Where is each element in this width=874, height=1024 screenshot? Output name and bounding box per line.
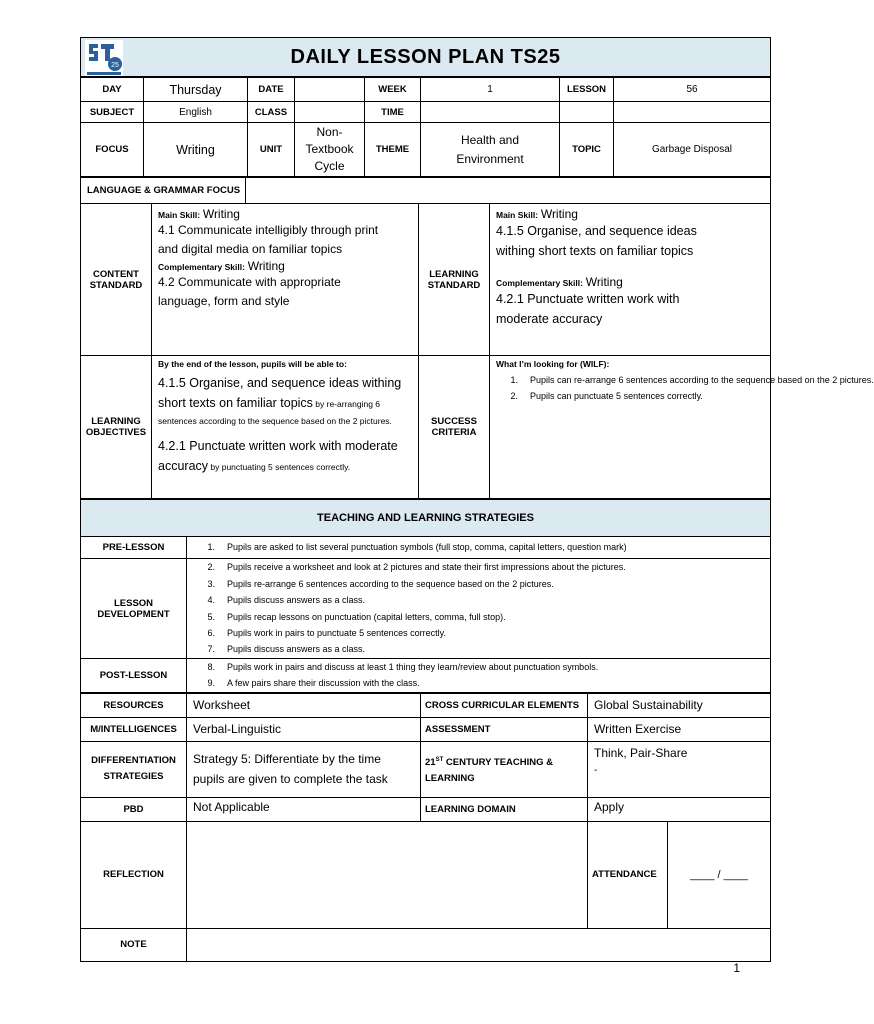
- grammar-value: [246, 178, 770, 203]
- item-number: 2.: [510, 391, 518, 402]
- learning-standard-body: [490, 204, 771, 356]
- item-text: Pupils work in pairs to punctuate 5 sentences correctly.: [227, 627, 446, 638]
- standard-line: language, form and style: [158, 294, 290, 308]
- grammar-row: [81, 178, 771, 204]
- focus-value: Writing: [144, 123, 248, 177]
- class-value: [295, 102, 365, 123]
- day-label: DAY: [81, 78, 144, 102]
- main-skill-value: Writing: [202, 207, 240, 221]
- list-item: [193, 625, 766, 641]
- lesson-value: 56: [614, 78, 771, 102]
- lesson-development-label: [81, 559, 187, 659]
- theme-label: THEME: [365, 123, 421, 177]
- item-text: Pupils recap lessons on punctuation (capital letters, comma, full stop).: [227, 611, 506, 622]
- label-line: CONTENT: [93, 268, 139, 280]
- comp-skill-value: Writing: [585, 275, 623, 289]
- list-item: [193, 592, 766, 608]
- lesson-plan-page: [80, 37, 874, 962]
- label-line: LESSON: [113, 597, 154, 609]
- page-title: DAILY LESSON PLAN TS25: [290, 45, 561, 68]
- info-table: [80, 77, 771, 177]
- svg-text:25: 25: [111, 62, 119, 69]
- unit-label: UNIT: [248, 123, 295, 177]
- label-line: STANDARD: [89, 279, 143, 291]
- list-item: [496, 372, 874, 388]
- label-line: SUCCESS: [431, 416, 477, 427]
- objective-note: by punctuating 5 sentences correctly.: [208, 462, 351, 472]
- value-line: Think, Pair-Share: [594, 745, 688, 760]
- differentiation-value: [187, 741, 421, 797]
- comp-skill-value: Writing: [247, 259, 285, 273]
- standard-line: 4.2.1 Punctuate written work with: [496, 292, 680, 306]
- attendance-label: ATTENDANCE: [588, 821, 668, 928]
- cross-curricular-label: CROSS CURRICULAR ELEMENTS: [421, 693, 588, 717]
- objective-note: by re-arranging 6: [312, 399, 381, 409]
- learning-domain-value: Apply: [588, 797, 771, 821]
- item-text: Pupils re-arrange 6 sentences according to the sequence based on the 2 pictures.: [227, 578, 554, 589]
- main-skill-label: Main Skill:: [496, 210, 539, 220]
- week-label: WEEK: [365, 78, 421, 102]
- label-line: DEVELOPMENT: [97, 608, 170, 620]
- value-line: pupils are given to complete the task: [193, 772, 388, 787]
- note-label: NOTE: [81, 928, 187, 961]
- learning-objectives-body: [152, 356, 419, 499]
- reflection-label: REFLECTION: [81, 821, 187, 928]
- item-number: 3.: [207, 578, 215, 589]
- item-number: 4.: [207, 595, 215, 606]
- focus-label: FOCUS: [81, 123, 144, 177]
- item-number: 8.: [207, 662, 215, 672]
- resources-value: Worksheet: [187, 693, 421, 717]
- theme-value: [421, 123, 560, 177]
- item-text: Pupils work in pairs and discuss at least 1 thing they learn/review about punctuation symbols.: [227, 662, 599, 672]
- label-line: LEARNING: [429, 268, 479, 280]
- label-line: STRATEGIES: [103, 771, 164, 783]
- success-criteria-body: [490, 356, 874, 499]
- main-skill-value: Writing: [540, 207, 578, 221]
- standard-line: moderate accuracy: [496, 312, 603, 326]
- label-text: CENTURY TEACHING &: [443, 756, 554, 768]
- reflection-body[interactable]: [187, 821, 588, 928]
- item-number: 1.: [207, 542, 215, 553]
- differentiation-label: [81, 741, 187, 797]
- time-extra-cell-2: [614, 102, 771, 123]
- objectives-intro: By the end of the lesson, pupils will be able to:: [158, 359, 347, 369]
- time-value: [421, 102, 560, 123]
- date-value: [295, 78, 365, 102]
- item-text: Pupils discuss answers as a class.: [227, 595, 366, 606]
- label-line: LEARNING: [425, 772, 475, 784]
- standard-line: 4.1 Communicate intelligibly through print: [158, 223, 379, 237]
- resources-label: RESOURCES: [81, 693, 187, 717]
- cross-curricular-value: Global Sustainability: [588, 693, 771, 717]
- item-number: 1.: [510, 375, 518, 385]
- learning-objectives-label: [81, 356, 152, 499]
- item-number: 6.: [207, 627, 215, 638]
- header-table: [80, 37, 771, 77]
- label-sup: ST: [435, 756, 444, 763]
- objective-note: sentences according to the sequence based on the 2 pictures.: [158, 416, 392, 426]
- standards-table: [80, 177, 874, 499]
- list-item: [193, 609, 766, 625]
- century-learning-value: [588, 741, 771, 797]
- label-line: DIFFERENTIATION: [91, 755, 176, 767]
- objective-line: 4.2.1 Punctuate written work with moderate: [158, 439, 398, 453]
- item-text: Pupils can re-arrange 6 sentences according to the sequence based on the 2 pictures.: [530, 375, 874, 385]
- subject-label: SUBJECT: [81, 102, 144, 123]
- strategies-heading: TEACHING AND LEARNING STRATEGIES: [81, 500, 771, 537]
- unit-line: Non-: [316, 125, 343, 139]
- lesson-development-body: [187, 559, 771, 659]
- item-text: Pupils can punctuate 5 sentences correctly.: [530, 391, 703, 402]
- item-text: Pupils discuss answers as a class.: [227, 644, 366, 655]
- strategies-table: [80, 499, 771, 693]
- pre-lesson-list: [193, 539, 766, 555]
- unit-line: Cycle: [314, 159, 345, 173]
- subject-value: English: [144, 102, 248, 123]
- learning-standard-label: [419, 204, 490, 356]
- date-label: DATE: [248, 78, 295, 102]
- learning-domain-label: LEARNING DOMAIN: [421, 797, 588, 821]
- time-label: TIME: [365, 102, 421, 123]
- list-item: [193, 659, 766, 675]
- item-text: A few pairs share their discussion with the class.: [227, 678, 420, 689]
- title-cell: [81, 38, 771, 77]
- item-number: 9.: [207, 678, 215, 689]
- note-body[interactable]: [187, 928, 771, 961]
- wilf-list: [496, 372, 874, 405]
- theme-line: Environment: [456, 151, 524, 166]
- content-standard-label: [81, 204, 152, 356]
- post-lesson-body: [187, 659, 771, 693]
- week-value: 1: [421, 78, 560, 102]
- list-item: [193, 539, 766, 555]
- label-line: OBJECTIVES: [85, 427, 147, 438]
- content-standard-body: [152, 204, 419, 356]
- page-number: 1: [733, 961, 740, 975]
- theme-line: Health and: [460, 132, 520, 147]
- time-extra-cell: [560, 102, 614, 123]
- item-text: Pupils receive a worksheet and look at 2 pictures and state their first impressions about the pictures.: [227, 562, 626, 573]
- item-number: 5.: [207, 611, 215, 622]
- intelligences-label: M/INTELLIGENCES: [81, 717, 187, 741]
- century-learning-label: [421, 741, 588, 797]
- attendance-value: ____ / ____: [668, 821, 771, 928]
- standard-line: and digital media on familiar topics: [158, 242, 343, 256]
- school-logo-icon: [85, 40, 123, 76]
- objective-text: short texts on familiar topics: [158, 396, 313, 410]
- unit-line: Textbook: [305, 142, 354, 156]
- post-lesson-label: POST-LESSON: [81, 659, 187, 693]
- label-line: LEARNING: [91, 416, 141, 427]
- list-item: [193, 559, 766, 575]
- assessment-label: ASSESSMENT: [421, 717, 588, 741]
- objective-line: 4.1.5 Organise, and sequence ideas withing: [158, 376, 402, 390]
- objective-text: accuracy: [158, 459, 209, 473]
- topic-value: Garbage Disposal: [614, 123, 771, 177]
- wilf-intro: What I’m looking for (WILF):: [496, 359, 610, 369]
- label-line: STANDARD: [427, 279, 481, 291]
- lesson-label: LESSON: [560, 78, 614, 102]
- item-number: 2.: [207, 562, 215, 573]
- success-criteria-label: [419, 356, 490, 499]
- topic-label: TOPIC: [560, 123, 614, 177]
- assessment-value: Written Exercise: [588, 717, 771, 741]
- unit-value: [295, 123, 365, 177]
- standard-line: 4.1.5 Organise, and sequence ideas: [496, 224, 697, 238]
- class-label: CLASS: [248, 102, 295, 123]
- label-line: CRITERIA: [431, 427, 477, 438]
- list-item: [193, 641, 766, 657]
- standard-line: withing short texts on familiar topics: [496, 244, 694, 258]
- intelligences-value: Verbal-Linguistic: [187, 717, 421, 741]
- item-number: 7.: [207, 644, 215, 655]
- value-line: -: [594, 764, 598, 776]
- list-item: [193, 576, 766, 592]
- main-skill-label: Main Skill:: [158, 210, 201, 220]
- standard-line: 4.2 Communicate with appropriate: [158, 275, 341, 289]
- pre-lesson-label: PRE-LESSON: [81, 537, 187, 559]
- list-item: [193, 675, 766, 691]
- value-line: Strategy 5: Differentiate by the time: [193, 752, 381, 767]
- comp-skill-label: Complementary Skill:: [158, 262, 245, 272]
- day-value: Thursday: [144, 78, 248, 102]
- resources-table: [80, 693, 771, 962]
- pbd-value: Not Applicable: [187, 797, 421, 821]
- post-lesson-list: [193, 659, 766, 692]
- comp-skill-label: Complementary Skill:: [496, 278, 583, 288]
- lesson-development-list: [193, 559, 766, 657]
- pre-lesson-body: [187, 537, 771, 559]
- label-text: 21: [425, 756, 436, 768]
- list-item: [496, 388, 764, 404]
- grammar-label: LANGUAGE & GRAMMAR FOCUS: [81, 178, 246, 203]
- pbd-label: PBD: [81, 797, 187, 821]
- item-text: Pupils are asked to list several punctuation symbols (full stop, comma, capital letters, question mark): [227, 542, 627, 553]
